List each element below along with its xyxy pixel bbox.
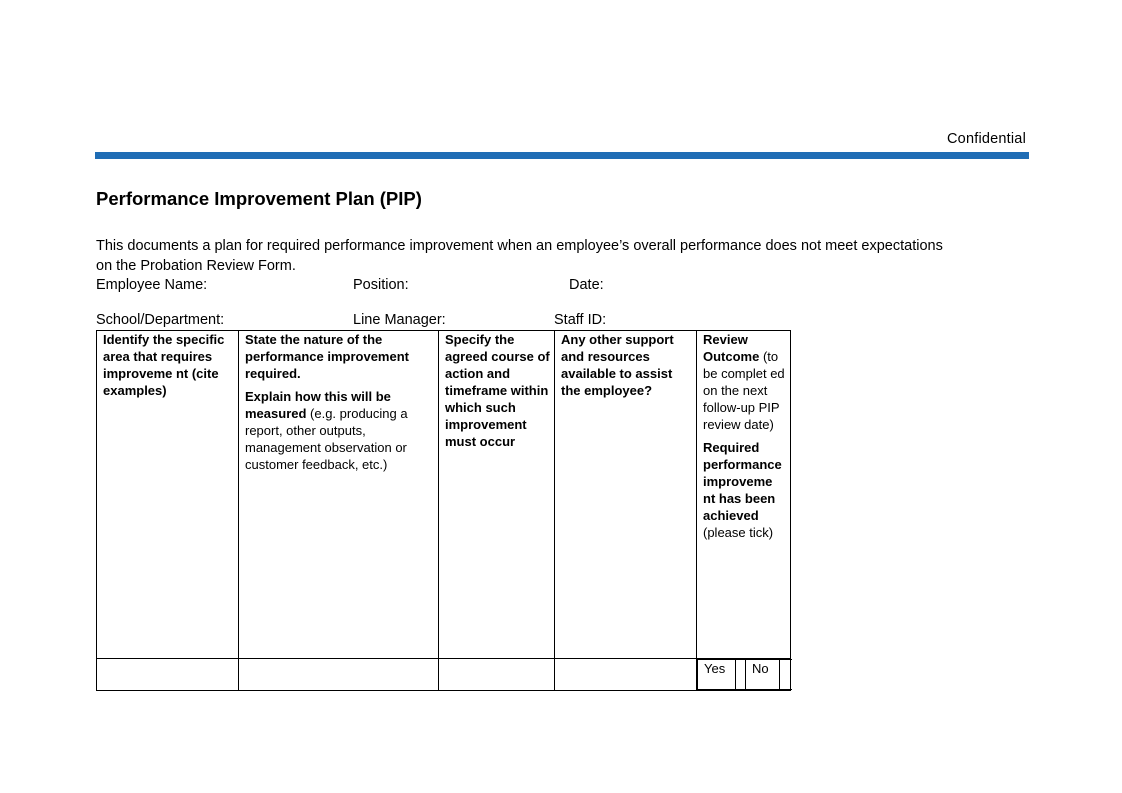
no-tick-box[interactable] xyxy=(780,660,792,690)
table-row xyxy=(97,659,791,691)
employee-name-label: Employee Name: xyxy=(96,277,208,293)
col-review-header xyxy=(697,331,791,659)
yes-no-tick-table xyxy=(697,659,792,690)
header-rule xyxy=(95,152,1029,159)
date-label: Date: xyxy=(569,277,604,293)
line-manager-label: Line Manager: xyxy=(353,312,446,328)
col-review-heading: Review Outcome xyxy=(703,332,760,364)
col-action-header xyxy=(439,331,555,659)
intro-paragraph: This documents a plan for required performance improvement when an employee’s overall performance does not meet expectations on the Probation Review Form. xyxy=(96,238,943,274)
col-nature-header xyxy=(239,331,439,659)
col-review-required-bold: Required performance improveme nt has been achieved xyxy=(703,440,782,523)
review-outcome-cell xyxy=(697,659,791,691)
col-area-heading: Identify the specific area that requires improveme nt (cite examples) xyxy=(103,332,225,398)
confidential-label: Confidential xyxy=(947,131,1026,147)
col-nature-measure-examples: (e.g. producing a report, other outputs, management observation or customer feedback, etc.) xyxy=(245,406,408,472)
page-title: Performance Improvement Plan (PIP) xyxy=(96,188,422,209)
col-nature-measure-bold: Explain how this will be measured xyxy=(245,389,391,421)
col-review-note: (to be complet ed on the next follow-up PIP review date) xyxy=(703,349,785,432)
support-entry-cell[interactable] xyxy=(555,659,697,691)
nature-entry-cell[interactable] xyxy=(239,659,439,691)
col-support-header xyxy=(555,331,697,659)
school-department-label: School/Department: xyxy=(96,312,225,328)
table-header-row xyxy=(97,331,791,659)
col-support-heading: Any other support and resources available to assist the employee? xyxy=(561,332,674,398)
col-area-header xyxy=(97,331,239,659)
col-nature-measure xyxy=(245,388,434,473)
yes-tick-box[interactable] xyxy=(736,660,746,690)
yes-label: Yes xyxy=(698,660,736,690)
no-label: No xyxy=(746,660,780,690)
action-entry-cell[interactable] xyxy=(439,659,555,691)
area-entry-cell[interactable] xyxy=(97,659,239,691)
col-review-required xyxy=(703,439,788,541)
col-review-required-tick: (please tick) xyxy=(703,525,774,540)
staff-id-label: Staff ID: xyxy=(554,312,607,328)
position-label: Position: xyxy=(353,277,409,293)
col-action-heading: Specify the agreed course of action and timeframe within which such improvement must occur xyxy=(445,332,550,449)
col-nature-heading: State the nature of the performance improvement required. xyxy=(245,332,409,381)
pip-table xyxy=(96,330,791,691)
